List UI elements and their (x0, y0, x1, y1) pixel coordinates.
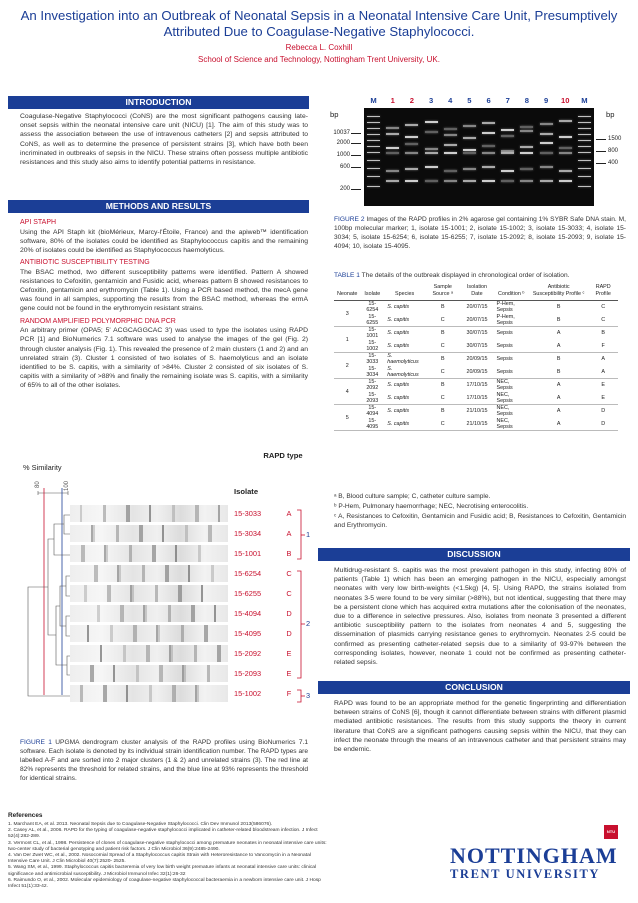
gel-lane-label: 3 (428, 96, 434, 105)
gel-lane-labels (364, 96, 594, 107)
gel-lane-label: 10 (561, 96, 570, 105)
logo-badge: NTU (604, 825, 618, 839)
table-cell: 17/10/15 (466, 382, 488, 389)
reference-item: 3. Vermont CL, et al., 1998. Persistence of clones of coagulase-negative staphylococci among premature neonates in neonatal intensive care units: two-center study of bacterial genotyping and patient risk factors. J Clin Microbiol 36(9):2485-2490. (8, 840, 327, 852)
table-row (334, 379, 618, 392)
table-cell: S. haemolyticus (387, 365, 419, 378)
reference-item: 1. Marchant EA, et al. 2013. Neonatal Sepsis due to Coagulase-Negative Staphylococci. Clin Dev Immunol 2013(586076). (8, 822, 273, 827)
table-cell: B (440, 356, 445, 363)
table-cell: 15-1001 (366, 327, 379, 340)
rapd-lane (70, 645, 228, 662)
table-cell: NEC, Sepsis (496, 417, 513, 430)
rapd-lane (70, 605, 228, 622)
gel-left-unit: bp (330, 110, 339, 119)
table-cell: S. capitis (387, 394, 410, 401)
rapd-lane (70, 665, 228, 682)
rapd-lane (70, 585, 228, 602)
table-column-header: Neonate (334, 284, 360, 301)
poster-title: An Investigation into an Outbreak of Neonatal Sepsis in a Neonatal Intensive Care Unit, Presumptively Attributed Due to Coagulase-Negative Staphylococci. (20, 8, 618, 39)
table-cell: C (601, 316, 606, 323)
ast-text: The BSAC method, two different susceptibility patterns were identified. Pattern A showed resistances to Cefoxitin, gentamicin and Fusidic acid, whereas pattern B showed resistances to Cefoxitin, gentamicin and erythromycin (Table 1). Using a PCR based method, the mecA gene was found in all samples, supporting the results from the BSAC method, whereas the ermA gene could not be found in the erythromycin resistant strains. (20, 268, 308, 313)
rapd-title: RANDOM AMPLIFIED POLYMORPHIC DNA PCR (20, 317, 176, 325)
table-cell: B (601, 330, 605, 337)
gel-lane-label: 5 (467, 96, 472, 105)
table-cell: 15-4095 (366, 417, 379, 430)
cluster-label-3: 3 (306, 691, 311, 700)
gel-marker-label: 10037 (333, 130, 350, 136)
table-cell: F (601, 342, 605, 349)
figure1-label: FIGURE 1 (20, 739, 52, 746)
table-cell: S. capitis (387, 420, 410, 427)
table-cell: D (601, 420, 606, 427)
table-cell: A (556, 394, 561, 401)
table-cell: B (440, 304, 445, 311)
table-cell: Sepsis (496, 356, 513, 363)
table-cell: B (440, 382, 445, 389)
ntu-logo (450, 843, 618, 881)
gel-marker-label: 1500 (608, 136, 622, 142)
gel-right-unit: bp (606, 110, 615, 119)
rapd-type-label: D (286, 629, 292, 638)
rapd-type-label: C (286, 569, 292, 578)
table-cell: C (440, 368, 445, 375)
table-cell: S. capitis (387, 304, 410, 311)
table-cell: 15-2093 (366, 391, 379, 404)
table-note: ᵇ P-Hem, Pulmonary haemorrhage; NEC, Necrotising enterocolitis. (334, 503, 529, 510)
table-cell: S. capitis (387, 342, 410, 349)
gel-marker-label: 800 (608, 148, 619, 154)
rapd-lane (70, 505, 228, 522)
table-row (334, 353, 618, 366)
table-row (334, 392, 618, 405)
table1-text: The details of the outbreak displayed in chronological order of isolation. (361, 272, 570, 279)
table-cell: S. capitis (387, 330, 410, 337)
isolate-label: 15-4094 (234, 609, 262, 618)
table-row (334, 418, 618, 431)
gel-image (364, 108, 594, 206)
table-cell: Sepsis (496, 368, 513, 375)
gel-right-markers (594, 96, 630, 208)
table-cell: 20/07/15 (466, 316, 488, 323)
gel-lane-label: 2 (409, 96, 415, 105)
table-cell: 1 (345, 336, 349, 343)
gel-marker-label: 400 (608, 160, 619, 166)
rapd-type-label: A (286, 529, 292, 538)
isolate-header: Isolate (234, 487, 259, 496)
table-cell: B (440, 408, 445, 415)
table-cell: E (601, 394, 605, 401)
dendrogram-tree (28, 515, 70, 696)
isolate-label: 15-6255 (234, 589, 262, 598)
reference-item: 5. Wang SM, et al., 1999. Staphylococcus capitis bacteremia of very low birth weight premature infants at neonatal intensive care units: clinical significance and antimicrobial susceptibility. J Microbiol Immunol Infec 32(1):26-32 (8, 865, 317, 877)
table-cell: 17/10/15 (466, 394, 488, 401)
table-cell: S. capitis (387, 408, 410, 415)
rapd-lane-images (70, 505, 228, 705)
table-cell: A (556, 330, 561, 337)
rapd-type-label: E (286, 649, 292, 658)
isolate-label: 15-4095 (234, 629, 262, 638)
methods-body (20, 215, 308, 391)
table-cell: A (556, 342, 561, 349)
table-cell: 30/07/15 (466, 330, 488, 337)
rapd-type-label: F (286, 689, 292, 698)
gel-lane-label: 1 (390, 96, 395, 105)
rapd-type-label: C (286, 589, 292, 598)
table-cell: C (440, 394, 445, 401)
isolate-label: 15-3034 (234, 529, 262, 538)
table-cell: NEC, Sepsis (496, 405, 513, 418)
rapd-type-label: A (286, 509, 292, 518)
table-cell: B (556, 368, 561, 375)
gel-figure (318, 96, 630, 208)
table-cell: 5 (345, 414, 349, 421)
table-row (334, 301, 618, 314)
figure2-label: FIGURE 2 (334, 216, 365, 223)
reference-item: 6. Raimundo O, et al., 2002. Molecular epidemiology of coagulase-negative staphylococcal bacteraemia in a newborn intensive care unit. J Hosp Infect 51(1):33-42. (8, 877, 321, 890)
conclusion-text: RAPD was found to be an appropriate method for the genetic fingerprinting and differentiation between strains of CoNS [6], though it cannot differentiate between strains with different plasmid mediated antibiotic resistances. The results from this study supports the theory in current literature that CoNS are a significant pathogens causing sepsis within the NICU, that they can infect the neonate through the means of an intravenous catheter and that persistent strains may be endemic. (334, 700, 626, 754)
reference-item: 2. Casey AL, et al., 2006. RAPD for the typing of coagulase-negative staphylococci implicated in catheter-related bloodstream infection. J Infect 52(4):282-289. (8, 828, 318, 840)
cluster-brackets (297, 510, 305, 702)
gel-marker-label: 200 (339, 186, 350, 192)
table-cell: 15-4094 (366, 405, 379, 418)
table-cell: P-Hem, Sepsis (496, 301, 515, 314)
figure2-text: Images of the RAPD profiles in 2% agarose gel containing 1% SYBR Safe DNA stain. M, 100bp molecular marker; 1, isolate 15-1001; 2, isolate 15-1002; 3, isolate 15-3033; 4, isolate 15-3034; 5, isolate 15-6254; 6, isolate 15-6255; 7, isolate 15-2092; 8, isolate 15-2093; 9, isolate 15-4094; 10, isolate 15-4095. (334, 216, 626, 250)
references-heading: References (8, 812, 43, 819)
table-row (334, 314, 618, 327)
table-cell: C (440, 342, 445, 349)
table-cell: 15-6255 (366, 313, 379, 326)
isolate-label: 15-6254 (234, 569, 262, 578)
table-column-header: Antibiotic Susceptibility Profile ᶜ (529, 284, 588, 301)
table-cell: C (440, 420, 445, 427)
table-cell: 21/10/15 (466, 408, 488, 415)
scale-80: 80 (35, 481, 41, 488)
logo-line2: TRENT UNIVERSITY (450, 867, 601, 881)
table1-notes (334, 492, 626, 531)
gel-marker-label: 2000 (336, 140, 350, 146)
isolate-label: 15-2092 (234, 649, 262, 658)
table-cell: C (440, 316, 445, 323)
table-cell: Sepsis (496, 342, 513, 349)
table-column-header: Sample Source ᵃ (425, 284, 460, 301)
gel-lane-label: 7 (505, 96, 510, 105)
similarity-label: % Similarity (23, 463, 62, 472)
rapd-type-header: RAPD type (263, 451, 303, 460)
isolate-label: 15-1002 (234, 689, 262, 698)
table-cell: NEC, Sepsis (496, 379, 513, 392)
gel-marker-label: 1000 (336, 152, 350, 158)
reference-list (8, 822, 330, 890)
figure1-caption (20, 738, 308, 783)
methods-heading: METHODS AND RESULTS (8, 200, 309, 213)
table-cell: 20/09/15 (466, 356, 488, 363)
intro-text: Coagulase-Negative Staphylococci (CoNS) are the most significant pathogens causing late-onset sepsis within the neonatal intensive care unit (NICU) [1]. The aim of this study was to assess the association between the use of intravenous catheters [2] and sepsis attributed to CoNS, as well as to determine the presence of persistent strains [3], which have both been incriminated in outbreaks of sepsis in the NICU. These strains often possess multiple antibiotic resistances and this study also aims to identify potential patterns in resistance. (20, 113, 308, 167)
gel-lane-label: M (581, 96, 588, 105)
table-cell: C (601, 304, 606, 311)
gel-lane-label: 9 (543, 96, 549, 105)
table-cell: 4 (345, 388, 349, 395)
author-name: Rebecca L. Coxhill (285, 43, 353, 52)
table-column-header: Condition ᵇ (494, 284, 529, 301)
isolate-label: 15-2093 (234, 669, 262, 678)
api-staph-text: Using the API Staph kit (bioMérieux, Marcy-l'Étoile, France) and the apiweb™ identification software, 80% of the isolates could be identified as Staphylococcus capitis and the remaining 20% of isolates could be identified as Staphylococcus haemolyticus. (20, 228, 308, 254)
intro-heading: INTRODUCTION (8, 96, 309, 109)
figure1-text: UPGMA dendrogram cluster analysis of the RAPD profiles using BioNumerics 7.1 software. Each isolate is denoted by its individual strain identification number. The RAPD types are labelled A-F and are sorted into 2 major clusters (1 & 2) and unrelated strains (3). The red line at 82% represents the threshold for related strains, and the blue line at 93% represents the threshold for identical strains. (20, 739, 308, 782)
table-cell: 21/10/15 (466, 420, 488, 427)
table-note: ᶜ A, Resistances to Cefoxitin, Gentamicin and Fusidic acid; B, Resistances to Cefoxitin, Gentamicin and Erythromycin. (334, 513, 626, 529)
table-cell: 15-3033 (366, 353, 379, 366)
rapd-text: An arbitrary primer (OPA5; 5' ACGCAGGCAC 3') was used to type the isolates using RAPD PCR [1] and BioNumerics 7.1 software was used to analyse the images of the gel (Fig. 2) through cluster analysis (Fig. 1). This revealed the presence of 2 main clusters (1 and 2) and an unrelated strain (3). Cluster 1 consisted of two isolates of S. haemolyticus and an isolate identified to be S. capitis, with a similarity of >84%. Cluster 2 consisted of six isolates of S. capitis with a similarity of >88% and finally the remaining isolate was S. capitis, with a similarity of 65% to all of the other isolates. (20, 327, 308, 390)
table-cell: 30/07/15 (466, 342, 488, 349)
table-row (334, 340, 618, 353)
table-column-header: Species (384, 284, 425, 301)
gel-left-markers (318, 96, 364, 208)
gel-lane-label: 4 (448, 96, 453, 105)
rapd-type-label: E (286, 669, 292, 678)
table-cell: A (556, 420, 561, 427)
table-cell: S. haemolyticus (387, 353, 419, 366)
table-cell: 15-2092 (366, 379, 379, 392)
cluster-label-2: 2 (306, 619, 311, 628)
isolate-label: 15-3033 (234, 509, 262, 518)
gel-lane-label: 8 (524, 96, 530, 105)
table-column-header: RAPD Profile (588, 284, 618, 301)
table-cell: 15-1002 (366, 339, 379, 352)
dendrogram-figure (16, 451, 311, 718)
table-column-header: Isolation Date (460, 284, 493, 301)
rapd-lane (70, 565, 228, 582)
gel-lane-label: M (370, 96, 377, 105)
table-row (334, 405, 618, 418)
table-cell: 20/07/15 (466, 304, 488, 311)
rapd-lane (70, 545, 228, 562)
discussion-heading: DISCUSSION (318, 548, 630, 561)
table-note: ᵃ B, Blood culture sample; C, catheter culture sample. (334, 493, 491, 500)
outbreak-table (334, 284, 618, 431)
table1-caption (334, 271, 626, 280)
author-affiliation: School of Science and Technology, Nottingham Trent University, UK. (198, 55, 440, 64)
rapd-lane (70, 685, 228, 702)
table-cell: P-Hem, Sepsis (496, 313, 515, 326)
table-cell: 15-3034 (366, 365, 379, 378)
gel-lane-label: 6 (486, 96, 491, 105)
table-cell: A (601, 356, 605, 363)
table-cell: B (556, 316, 561, 323)
table-cell: B (440, 330, 445, 337)
logo-line1: NOTTINGHAM (450, 843, 618, 868)
table-cell: 3 (345, 310, 349, 317)
gel-marker-label: 600 (339, 164, 350, 170)
api-staph-title: API STAPH (20, 219, 57, 226)
conclusion-heading: CONCLUSION (318, 681, 630, 694)
table-row (334, 366, 618, 379)
table-cell: 15-6254 (366, 301, 379, 314)
table-cell: E (601, 382, 605, 389)
table-cell: B (556, 356, 561, 363)
isolate-label: 15-1001 (234, 549, 262, 558)
table-cell: A (556, 382, 561, 389)
table-cell: D (601, 408, 606, 415)
table-cell: Sepsis (496, 330, 513, 337)
table-cell: S. capitis (387, 382, 410, 389)
table-cell: A (556, 408, 561, 415)
cluster-label-1: 1 (306, 530, 311, 539)
table-cell: A (601, 368, 605, 375)
table1-label: TABLE 1 (334, 272, 360, 279)
table-cell: NEC, Sepsis (496, 391, 513, 404)
figure2-caption (334, 215, 626, 251)
table-cell: 2 (345, 362, 349, 369)
rapd-lane (70, 525, 228, 542)
table-row (334, 327, 618, 340)
rapd-lane (70, 625, 228, 642)
table-cell: 20/09/15 (466, 368, 488, 375)
table-cell: B (556, 304, 561, 311)
scale-100: 100 (64, 480, 70, 491)
rapd-type-label: B (286, 549, 292, 558)
rapd-type-label: D (286, 609, 292, 618)
discussion-text: Multidrug-resistant S. capitis was the most prevalent pathogen in this study, infecting 80% of patients (Table 1) which has been an emerging pathogen in the NICU, especially amongst neonates with very low birth-weights (<1.5kg) [4, 5]. Using RAPD, the strains isolated from neonates 3-5 were found to be very similar (>88%), but not identical, suggesting that there may be a persistent clone which has acquired extra mutations after the colonisation of the neonates, due to a difference in selective pressures. Also, isolates from neonate 3 presented a different antibiotic susceptibility pattern to the isolates from neonates 4 and 5, suggesting the dissemination of plasmids carrying resistance genes to erythromycin. Neonates 2-5 could be confirmed as presenting catheter-related sepsis due to a similarity of 93-97% between the corresponding isolates, however, neonate 1 could not be confirmed as presenting catheter-related sepsis. (334, 567, 626, 667)
reference-item: 4. Van Der Zwet WC, et al., 2002. Nosocomial Spread of a Staphylococcus capitis Strain with Heteroresistance to Vancomycin in a Neonatal Intensive Care Unit. J Clin Microbiol 40(7):2520- 2525. (8, 853, 311, 865)
table-column-header: Isolate (360, 284, 384, 301)
ast-title: ANTIBIOTIC SUSCEPTIBILITY TESTING (20, 259, 150, 267)
table-cell: S. capitis (387, 316, 410, 323)
